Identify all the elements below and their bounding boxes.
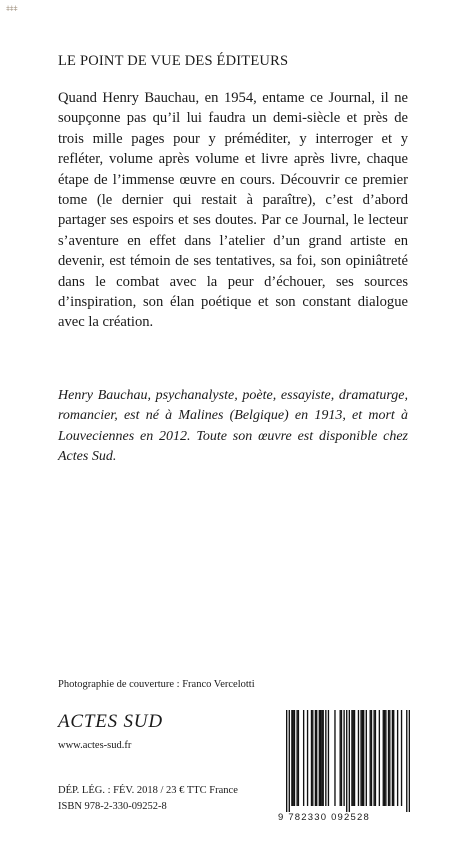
barcode-bar (397, 710, 398, 806)
barcode-bar (293, 710, 294, 806)
barcode-bar (392, 710, 393, 806)
barcode-graphic (286, 710, 410, 812)
publisher-logo-text: ACTES SUD (58, 711, 163, 732)
barcode-bar (334, 710, 335, 806)
author-bio: Henry Bauchau, psychanalyste, poète, essayiste, dramaturge, romancier, est né à Malines (Belgique) en 1913, et mort à Louveciennes en 2012. Toute son œuvre est disponible chez Actes Sud. (58, 388, 408, 465)
barcode-bar (375, 710, 376, 806)
barcode-bar (325, 710, 326, 806)
barcode-bar (371, 710, 372, 806)
barcode-bar (328, 710, 329, 806)
barcode-bar (379, 710, 380, 806)
barcode-bar (351, 710, 352, 806)
barcode-bar (358, 710, 359, 806)
barcode-bar (373, 710, 374, 806)
barcode-bar (291, 710, 292, 806)
photo-credit: Photographie de couverture : Franco Vercelotti (58, 679, 255, 690)
barcode-bar (315, 710, 316, 806)
barcode-bar (294, 710, 295, 806)
barcode-bar (385, 710, 386, 806)
barcode-bar (366, 710, 367, 806)
barcode-bar (303, 710, 304, 806)
barcode-bar (409, 710, 410, 812)
barcode-bar (319, 710, 320, 806)
publisher-statement-paragraph: Quand Henry Bauchau, en 1954, entame ce Journal, il ne soupçonne pas qu’il lui faudra un demi-siècle et près de trois mille pages pour y préméditer, y interroger et y refléter, volume après volume et livre après livre, chaque étape de l’immense œuvre en cours. Découvrir ce premier tome (le dernier qui restait à paraître), c’est d’abord partager ses espoirs et ses doutes. Par ce Journal, le lecteur s’aventure en effet dans l’atelier d’un grand artiste en devenir, est témoin de ses tentatives, sa foi, son opiniâtreté dans le combat avec la peur d’échouer, ses sources d’inspiration, son élan poétique et son constant dialogue avec la création. (58, 90, 408, 331)
barcode-bar (370, 710, 371, 806)
barcode-bar (321, 710, 322, 806)
barcode-bar (296, 710, 297, 806)
barcode-bar (312, 710, 313, 806)
barcode-bar (360, 710, 361, 806)
barcode-bar (307, 710, 308, 806)
barcode-bar (341, 710, 342, 806)
isbn-barcode (286, 710, 410, 820)
corner-mark: ǂǂǂ (6, 6, 18, 13)
barcode-bar (389, 710, 390, 806)
barcode-bar (362, 710, 363, 806)
barcode-bar (388, 710, 389, 806)
barcode-bar (289, 710, 290, 812)
publisher-statement (58, 88, 408, 333)
barcode-bar (316, 710, 317, 806)
barcode-bar (320, 710, 321, 806)
barcode-digits: 9 782330 092528 (278, 812, 370, 823)
barcode-bar (401, 710, 402, 806)
barcode-bar (346, 710, 347, 812)
barcode-bar (384, 710, 385, 806)
barcode-bar (343, 710, 344, 806)
legal-deposit: DÉP. LÉG. : FÉV. 2018 / 23 € TTC France (58, 785, 238, 796)
barcode-bar (311, 710, 312, 806)
barcode-bar (349, 710, 350, 812)
barcode-bar (298, 710, 299, 806)
barcode-bar (406, 710, 407, 812)
page-heading: LE POINT DE VUE DES ÉDITEURS (58, 53, 289, 69)
barcode-bar (353, 710, 354, 806)
barcode-bar (363, 710, 364, 806)
publisher-website[interactable]: www.actes-sud.fr (58, 740, 132, 751)
barcode-bar (323, 710, 324, 806)
barcode-bar (354, 710, 355, 806)
barcode-bar (383, 710, 384, 806)
barcode-bar (286, 710, 287, 812)
barcode-bar (340, 710, 341, 806)
barcode-bar (393, 710, 394, 806)
legal-info (58, 783, 238, 815)
isbn: ISBN 978-2-330-09252-8 (58, 801, 167, 812)
